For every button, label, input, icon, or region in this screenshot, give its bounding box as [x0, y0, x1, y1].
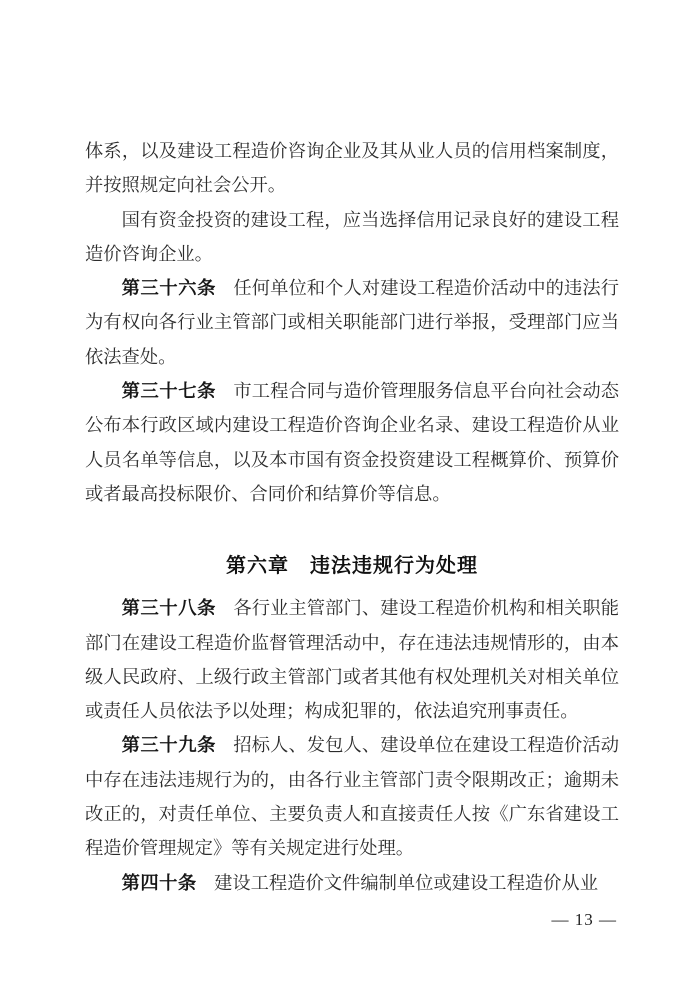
article-text: 建设工程造价文件编制单位或建设工程造价从业 — [214, 872, 598, 893]
article-paragraph — [85, 271, 619, 374]
document-body — [85, 134, 619, 900]
article-number: 第三十八条 — [121, 597, 216, 619]
article-text: 市工程合同与造价管理服务信息平台向社会动态公布本行政区域内建设工程造价咨询企业名录、建设工程造价从业人员名单等信息，以及本市国有资金投资建设工程概算价、预算价或者最高投标限价、合同价和结算价等信息。 — [85, 381, 620, 504]
chapter-heading: 第六章 违法违规行为处理 — [226, 555, 478, 578]
article-number: 第四十条 — [121, 871, 197, 893]
article-text: 招标人、发包人、建设单位在建设工程造价活动中存在违法违规行为的，由各行业主管部门责令限期改正；逾期未改正的，对责任单位、主要负责人和直接责任人按《广东省建设工程造价管理规定》等有关规定进行处理。 — [85, 735, 620, 859]
article-paragraph — [85, 728, 619, 865]
article-paragraph — [85, 374, 619, 511]
article-paragraph — [85, 591, 619, 728]
article-number: 第三十六条 — [121, 277, 216, 299]
body-paragraph: 国有资金投资的建设工程，应当选择信用记录良好的建设工程造价咨询企业。 — [85, 209, 619, 264]
article-number: 第三十七条 — [121, 380, 216, 402]
article-number: 第三十九条 — [121, 734, 216, 756]
article-text: 任何单位和个人对建设工程造价活动中的违法行为有权向各行业主管部门或相关职能部门进行举报，受理部门应当依法查处。 — [85, 278, 620, 367]
article-text: 各行业主管部门、建设工程造价机构和相关职能部门在建设工程造价监督管理活动中，存在违法违规情形的，由本级人民政府、上级行政主管部门或者其他有权处理机关对相关单位或责任人员依法予以处理；构成犯罪的，依法追究刑事责任。 — [85, 598, 620, 722]
continuation-paragraph: 体系，以及建设工程造价咨询企业及其从业人员的信用档案制度，并按照规定向社会公开。 — [85, 141, 619, 196]
page-number: — 13 — — [551, 910, 617, 929]
article-paragraph — [85, 866, 619, 900]
